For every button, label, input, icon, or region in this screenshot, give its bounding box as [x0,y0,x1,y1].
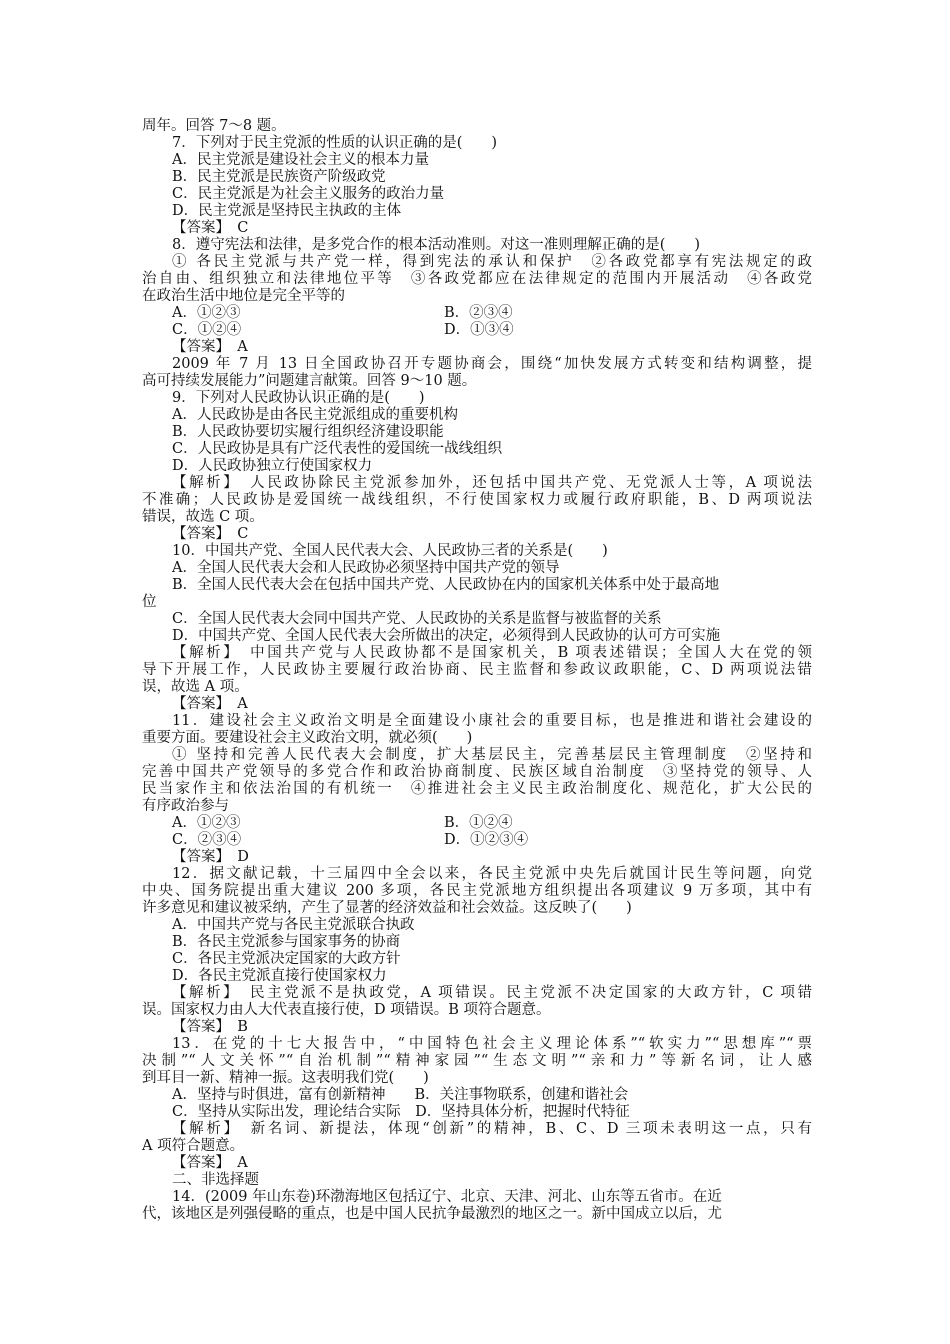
option-row [142,322,812,339]
text-line: 10．中国共产党、全国人民代表大会、人民政协三者的关系是( ) [172,543,608,559]
text-line: 14．(2009 年山东卷)环渤海地区包括辽宁、北京、天津、河北、山东等五省市。在近 [172,1189,722,1205]
text-line: A．坚持与时俱进，富有创新精神 B．关注事物联系，创建和谐社会 [172,1087,629,1103]
text-line: 【解析】 人民政协除民主党派参加外，还包括中国共产党、无党派人士等，A 项说法 [172,475,812,491]
text-line: 周年。回答 7～8 题。 [142,118,286,134]
text-line: B．民主党派是民族资产阶级政党 [172,169,386,185]
text-line: 【答案】 A [172,1155,248,1171]
text-line: C．民主党派是为社会主义服务的政治力量 [172,186,445,202]
option-text: B．②③④ [444,305,513,321]
text-line: B．各民主党派参与国家事务的协商 [172,934,401,950]
text-line: 8．遵守宪法和法律，是多党合作的根本活动准则。对这一准则理解正确的是( ) [172,237,701,253]
text-line: 重要方面。要建设社会主义政治文明，就必须( ) [142,730,473,746]
text-line: 9．下列对人民政协认识正确的是( ) [172,390,425,406]
text-line: 【解析】 新名词、新提法，体现“创新”的精神，B、C、D 三项未表明这一点，只有 [172,1121,812,1137]
text-line: 11．建设社会主义政治文明是全面建设小康社会的重要目标，也是推进和谐社会建设的 [172,713,812,729]
text-line: 【答案】 D [172,849,249,865]
option-text: B．①②④ [444,815,513,831]
text-line: A 项符合题意。 [142,1138,245,1154]
text-line: 【解析】 民主党派不是执政党，A 项错误。民主党派不决定国家的大政方针，C 项错 [172,985,812,1001]
text-line: D．各民主党派直接行使国家权力 [172,968,387,984]
text-line: 导下开展工作，人民政协主要履行政治协商、民主监督和参政议政职能，C、D 两项说法错 [142,662,812,678]
option-text: C．①②④ [172,322,242,338]
text-line: 【解析】 中国共产党与人民政协都不是国家机关，B 项表述错误；全国人大在党的领 [172,645,812,661]
text-line: C．各民主党派决定国家的大政方针 [172,951,401,967]
text-line: ① 坚持和完善人民代表大会制度，扩大基层民主，完善基层民主管理制度 ②坚持和 [172,747,812,763]
text-line: 完善中国共产党领导的多党合作和政治协商制度、民族区域自治制度 ③坚持党的领导、人 [142,764,812,780]
text-line: 【答案】 A [172,696,248,712]
text-line: 民当家作主和依法治国的有机统一 ④推进社会主义民主政治制度化、规范化，扩大公民的 [142,781,812,797]
text-line: 许多意见和建议被采纳，产生了显著的经济效益和社会效益。这反映了( ) [142,900,632,916]
text-line: 【答案】 B [172,1019,248,1035]
text-line: 位 [142,594,157,610]
option-text: A．①②③ [172,305,241,321]
text-line: 在政治生活中地位是完全平等的 [142,288,345,304]
text-line: 【答案】 C [172,220,249,236]
text-line: B．全国人民代表大会在包括中国共产党、人民政协在内的国家机关体系中处于最高地 [172,577,720,593]
text-line: 有序政治参与 [142,798,229,814]
text-line: D．中国共产党、全国人民代表大会所做出的决定，必须得到人民政协的认可方可实施 [172,628,721,644]
text-line: A．民主党派是建设社会主义的根本力量 [172,152,429,168]
option-text: C．②③④ [172,832,242,848]
text-line: 决制”“人文关怀”“自治机制”“精神家园”“生态文明”“亲和力”等新名词，让人感 [142,1053,812,1069]
text-line: 到耳目一新、精神一振。这表明我们党( ) [142,1070,429,1086]
text-line: 12．据文献记载，十三届四中全会以来，各民主党派中央先后就国计民生等问题，向党 [172,866,812,882]
option-text: A．①②③ [172,815,241,831]
text-line: D．人民政协独立行使国家权力 [172,458,373,474]
text-line: C．坚持从实际出发，理论结合实际 D．坚持具体分析，把握时代特征 [172,1104,630,1120]
text-line: C．人民政协是具有广泛代表性的爱国统一战线组织 [172,441,503,457]
text-line: A．中国共产党与各民主党派联合执政 [172,917,415,933]
text-line: C．全国人民代表大会同中国共产党、人民政协的关系是监督与被监督的关系 [172,611,662,627]
text-line: 不准确；人民政协是爱国统一战线组织，不行使国家权力或履行政府职能，B、D 两项说法 [142,492,812,508]
option-text: D．①③④ [444,322,514,338]
text-line: 代，该地区是列强侵略的重点，也是中国人民抗争最激烈的地区之一。新中国成立以后，尤 [142,1206,722,1222]
option-row [142,305,812,322]
text-line: 高可持续发展能力”问题建言献策。回答 9～10 题。 [142,373,477,389]
option-row [142,832,812,849]
text-line: 误，故选 A 项。 [142,679,249,695]
text-line: A．全国人民代表大会和人民政协必须坚持中国共产党的领导 [172,560,560,576]
text-line: B．人民政协要切实履行组织经济建设职能 [172,424,444,440]
text-line: 7．下列对于民主党派的性质的认识正确的是( ) [172,135,498,151]
text-line: 治自由、组织独立和法律地位平等 ③各政党都应在法律规定的范围内开展活动 ④各政党 [142,271,812,287]
text-line: 二、非选择题 [172,1172,259,1188]
text-line: ① 各民主党派与共产党一样，得到宪法的承认和保护 ②各政党都享有宪法规定的政 [172,254,812,270]
document-page [142,118,812,1223]
option-row [142,815,812,832]
text-line: 误。国家权力由人大代表直接行使，D 项错误。B 项符合题意。 [142,1002,551,1018]
text-line: A．人民政协是由各民主党派组成的重要机构 [172,407,458,423]
text-line: 13．在党的十七大报告中，“中国特色社会主义理论体系”“软实力”“思想库”“票 [172,1036,812,1052]
option-text: D．①②③④ [444,832,529,848]
text-line: 错误，故选 C 项。 [142,509,264,525]
text-line: 【答案】 A [172,339,248,355]
text-line: 2009 年 7 月 13 日全国政协召开专题协商会，围绕“加快发展方式转变和结构调整，提 [172,356,812,372]
text-line: 【答案】 C [172,526,249,542]
text-line: D．民主党派是坚持民主执政的主体 [172,203,402,219]
text-line: 中央、国务院提出重大建议 200 多项，各民主党派地方组织提出各项建议 9 万多项，其中有 [142,883,812,899]
